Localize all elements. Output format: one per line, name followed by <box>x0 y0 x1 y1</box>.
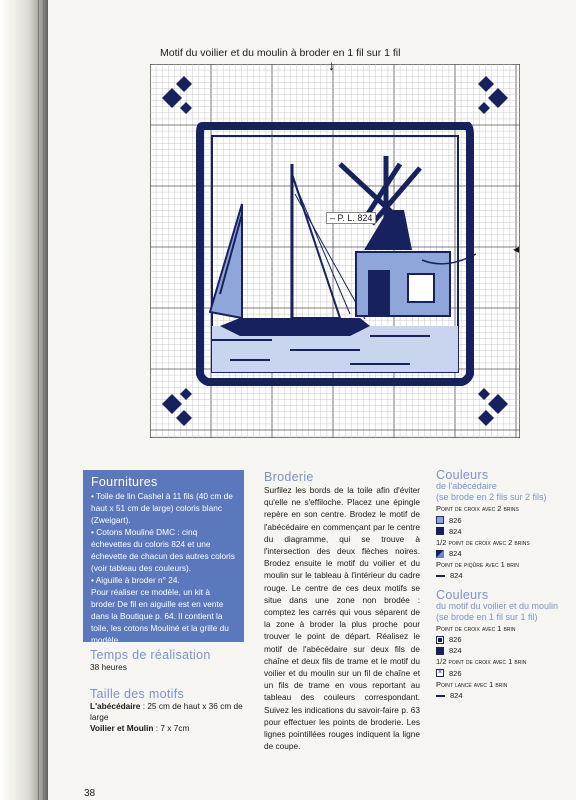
swatch-icon <box>436 527 444 535</box>
fournitures-item: • Toile de lin Cashel à 11 fils (40 cm de haut x 51 cm de large) coloris blanc (Zweigart). <box>91 491 233 525</box>
taille-title: Taille des motifs <box>90 687 185 701</box>
couleurs-title: Couleurs <box>436 468 489 482</box>
couleurs-section <box>436 470 576 701</box>
color-code: 826 <box>449 515 462 525</box>
swatch-icon <box>436 550 444 558</box>
cross-stitch-chart <box>150 64 520 438</box>
center-arrow-right: ◂ <box>513 242 520 256</box>
swatch-icon <box>436 647 444 655</box>
color-code: 824 <box>449 646 462 656</box>
color-code: 826 <box>449 635 462 645</box>
stitch-heading: Point de piqûre avec 1 brin <box>436 560 519 570</box>
stitch-heading: Point de croix avec 1 brin <box>436 624 516 634</box>
chart-caption: Motif du voilier et du moulin à broder en 1 fil sur 1 fil <box>160 47 401 59</box>
fournitures-title: Fournitures <box>91 475 158 489</box>
timing-and-size <box>90 648 250 734</box>
color-code: 824 <box>449 549 462 559</box>
fournitures-item: Pour réaliser ce modèle, un kit à broder De fil en aiguille est en vente dans la Boutique p. 64. Il contient la toile, les cotons Mouliné et la grille du modèle. <box>91 587 229 645</box>
dash-icon <box>436 695 445 697</box>
fournitures-panel <box>83 470 244 645</box>
swatch-icon <box>436 636 444 644</box>
page-binding <box>0 0 48 800</box>
couleurs-subtitle: de l'abécédaire <box>436 481 497 492</box>
stitch-heading: Point de croix avec 2 brins <box>436 504 519 514</box>
couleurs-subtitle: (se brode en 2 fils sur 2 fils) <box>436 492 547 503</box>
taille-line-1: L'abécédaire : 25 cm de haut x 36 cm de large <box>90 701 243 722</box>
color-code: 824 <box>450 691 463 701</box>
stitch-heading: 1/2 point de croix avec 2 brins <box>436 537 530 547</box>
couleurs-subtitle: (se brode en 1 fil sur 1 fil) <box>436 612 538 623</box>
temps-title: Temps de réalisation <box>90 648 211 662</box>
color-code: 826 <box>449 668 462 678</box>
broderie-title: Broderie <box>264 470 314 484</box>
couleurs-subtitle: du motif du voilier et du moulin <box>436 601 559 612</box>
broderie-section <box>264 470 420 752</box>
taille-line-2: Voilier et Moulin : 7 x 7cm <box>90 723 190 733</box>
swatch-icon <box>436 516 444 524</box>
center-arrow-top: ↓ <box>328 57 335 73</box>
color-reference-label: – P. L. 824 <box>326 212 376 224</box>
couleurs-title-2: Couleurs <box>436 587 489 602</box>
page-number: 38 <box>84 788 96 799</box>
swatch-icon: × <box>437 669 443 677</box>
stitch-heading: 1/2 point de croix avec 1 brin <box>436 657 527 667</box>
broderie-text: Surfilez les bords de la toile afin d'éviter qu'elle ne s'effiloche. Placez une épingle repère en son centre. Brodez le motif de l'abécédaire en commençant par le centre du diagramme, qui se trouve à l'intersection des deux flèches noires. Brodez ensuite le motif du voilier et du moulin sur le tableau à l'intérieur du cadre rouge. Le centre de ces deux motifs se situe dans une zone non brodée : comptez les carrés qui vous séparent de la zone à broder la plus proche pour trouver le point de départ. Réalisez le motif de l'abécédaire sur deux fils de chaîne et deux fils de trame et le motif du voilier et du moulin sur un fil de chaîne et un fils de trame en vous reportant au tableau des couleurs correspondant. Suivez les indications du savoir-faire p. 63 pour effectuer les points de broderie. Les lignes pointillées rouges indiquent la ligne de coupe. <box>264 485 420 752</box>
dash-icon <box>436 575 445 577</box>
fournitures-item: • Cotons Mouliné DMC : cinq échevettes du coloris 824 et une échevette de chacun des autres coloris (voir tableau des couleurs). <box>91 527 235 573</box>
temps-value: 38 heures <box>90 662 127 672</box>
color-code: 824 <box>450 571 463 581</box>
fournitures-item: • Aiguille à broder n° 24. <box>91 575 180 585</box>
color-code: 824 <box>449 526 462 536</box>
stitch-heading: Point lancé avec 1 brin <box>436 679 508 689</box>
